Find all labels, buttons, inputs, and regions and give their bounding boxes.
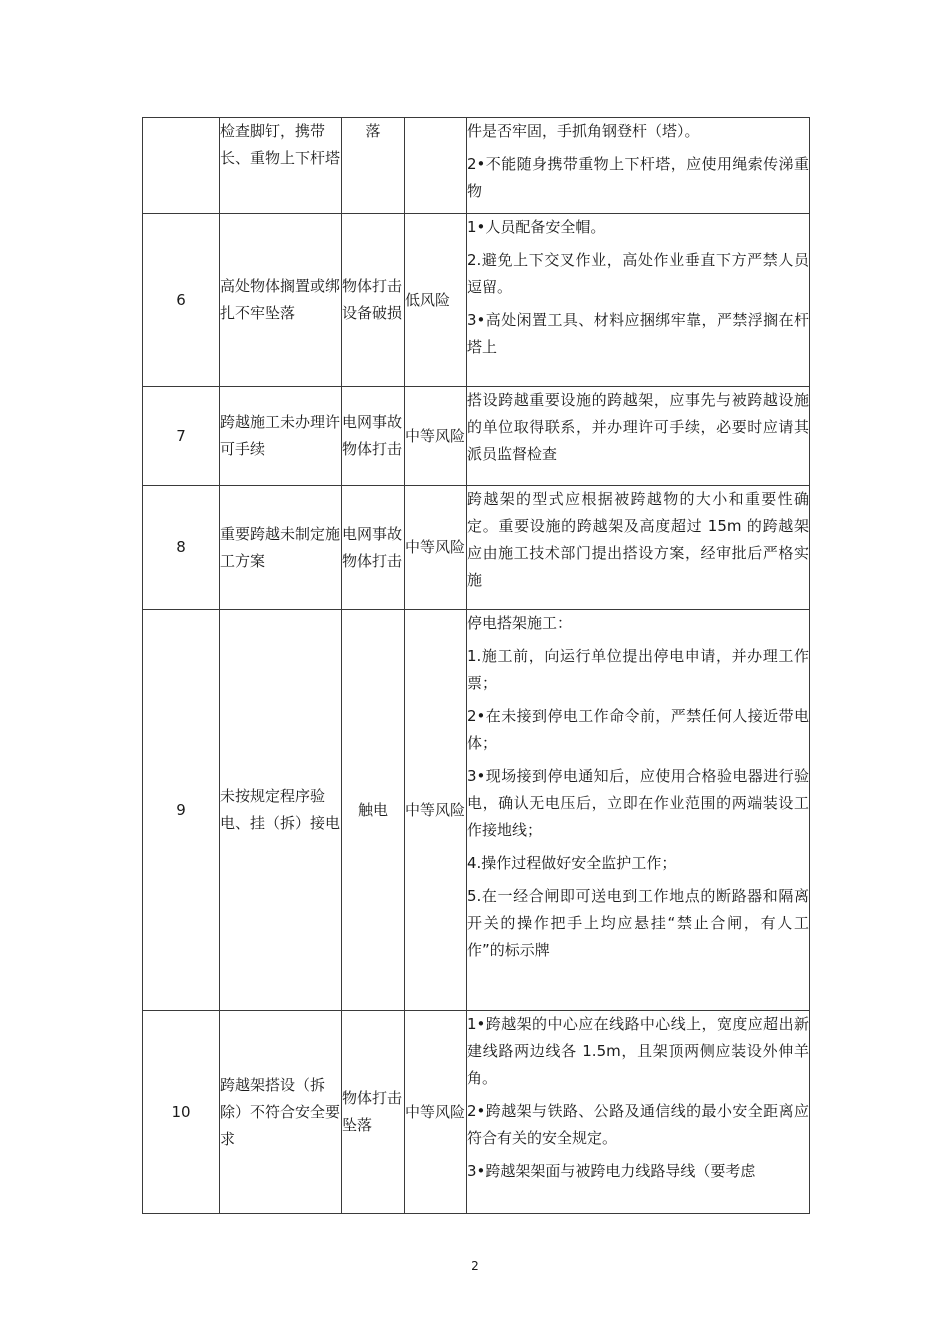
risk-level: 中等风险 [405,387,467,486]
control-measures [467,1011,810,1214]
measure-line: 1•跨越架的中心应在线路中心线上，宽度应超出新建线路两边线各 1.5m，且架顶两侧应装设外伸羊角。 [467,1015,809,1087]
risk-level [405,118,467,214]
measure-line: 1.施工前，向运行单位提出停电申请，并办理工作票； [467,647,809,692]
table-row [143,610,810,1011]
risk-item: 未按规定程序验电、挂（拆）接电 [220,610,342,1011]
risk-level: 中等风险 [405,1011,467,1214]
row-number: 10 [143,1011,220,1214]
row-number: 9 [143,610,220,1011]
measure-line: 件是否牢固，手抓角钢登杆（塔）。 [467,122,700,140]
table-row [143,1011,810,1214]
row-number: 6 [143,214,220,387]
risk-item: 检查脚钉，携带长、重物上下杆塔 [220,118,342,214]
table-row [143,387,810,486]
control-measures [467,610,810,1011]
measure-line: 1•人员配备安全帽。 [467,218,606,236]
measure-line: 搭设跨越重要设施的跨越架，应事先与被跨越设施的单位取得联系，并办理许可手续，必要时应请其派员监督检查 [467,391,809,463]
measure-line: 2•在未接到停电工作命令前，严禁任何人接近带电体； [467,707,809,752]
measure-line: 3•高处闲置工具、材料应捆绑牢靠，严禁浮搁在杆塔上 [467,311,809,356]
risk-type: 物体打击设备破损 [342,214,405,387]
measure-line: 5.在一经合闸即可送电到工作地点的断路器和隔离开关的操作把手上均应悬挂“禁止合闸，有人工作”的标示牌 [467,887,809,959]
measure-line: 3•现场接到停电通知后，应使用合格验电器进行验电，确认无电压后，立即在作业范围的两端装设工作接地线； [467,767,809,839]
risk-item: 跨越架搭设（拆除）不符合安全要求 [220,1011,342,1214]
risk-item: 重要跨越未制定施工方案 [220,486,342,610]
table-row [143,214,810,387]
risk-type: 电网事故物体打击 [342,486,405,610]
risk-item: 跨越施工未办理许可手续 [220,387,342,486]
control-measures [467,214,810,387]
table-row [143,118,810,214]
risk-type: 触电 [342,610,405,1011]
risk-level: 低风险 [405,214,467,387]
measure-line: 2.避免上下交叉作业，高处作业垂直下方严禁人员逗留。 [467,251,809,296]
control-measures [467,118,810,214]
risk-type: 电网事故物体打击 [342,387,405,486]
row-number [143,118,220,214]
measure-line: 2•跨越架与铁路、公路及通信线的最小安全距离应符合有关的安全规定。 [467,1102,809,1147]
risk-type: 物体打击坠落 [342,1011,405,1214]
measure-line: 跨越架的型式应根据被跨越物的大小和重要性确定。重要设施的跨越架及高度超过 15m 的跨越架应由施工技术部门提出搭设方案，经审批后严格实施 [467,490,809,589]
measure-line: 停电搭架施工： [467,614,573,632]
row-number: 7 [143,387,220,486]
measure-line: 4.操作过程做好安全监护工作； [467,854,677,872]
control-measures [467,387,810,486]
control-measures [467,486,810,610]
row-number: 8 [143,486,220,610]
table-row [143,486,810,610]
measure-line: 2•不能随身携带重物上下杆塔，应使用绳索传涕重物 [467,155,809,200]
risk-level: 中等风险 [405,486,467,610]
risk-item: 高处物体搁置或绑扎不牢坠落 [220,214,342,387]
risk-level: 中等风险 [405,610,467,1011]
measure-line: 3•跨越架架面与被跨电力线路导线（要考虑 [467,1162,756,1180]
risk-type: 落 [342,118,405,214]
page-number: 2 [471,1259,479,1273]
risk-table [142,117,810,1214]
